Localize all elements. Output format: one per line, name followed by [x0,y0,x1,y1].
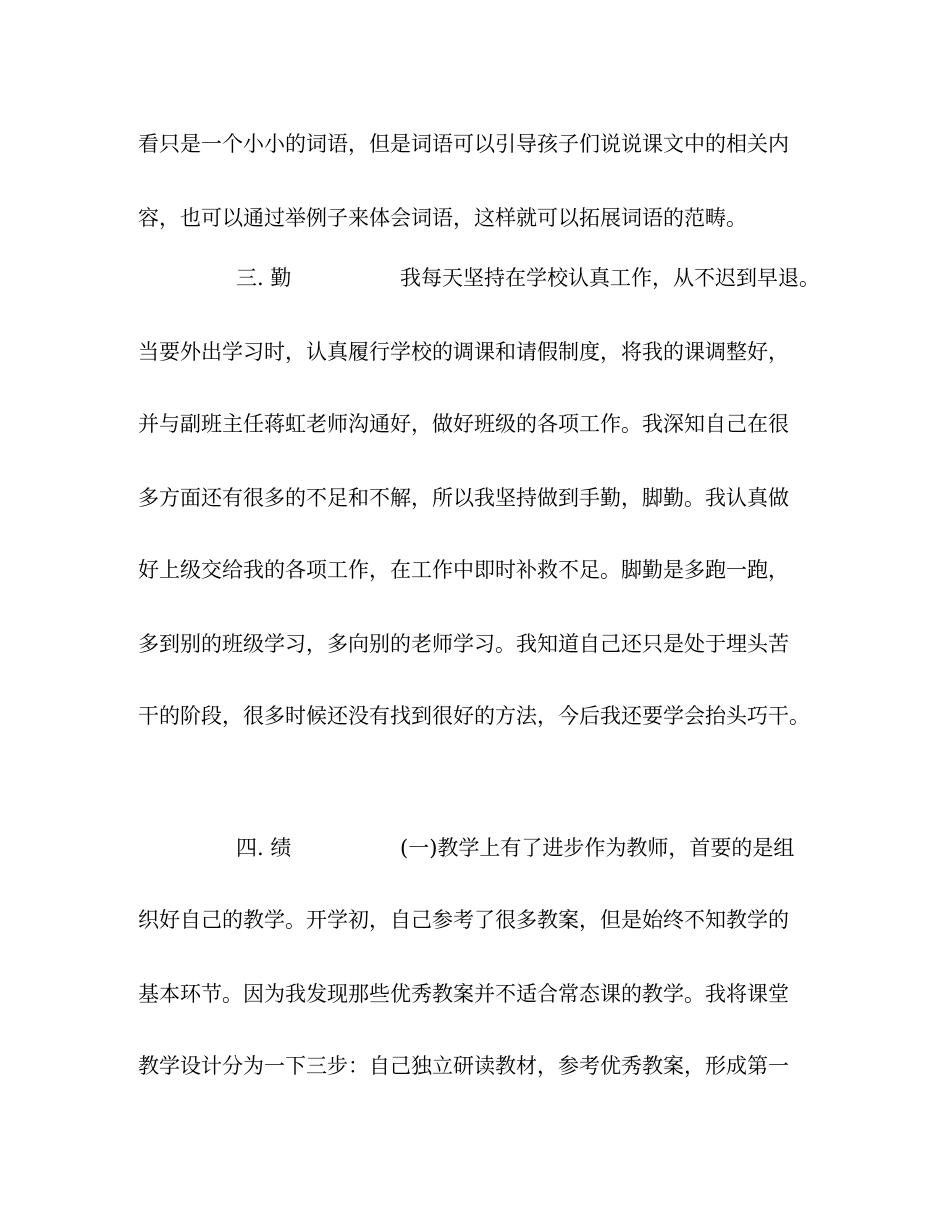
section-first-line: 我每天坚持在学校认真工作，从不迟到早退。 [400,266,820,290]
paragraph-line: 并与副班主任蒋虹老师沟通好，做好班级的各项工作。我深知自己在很 [138,412,789,436]
section-first-line: (一)教学上有了进步作为教师，首要的是组 [400,836,795,860]
paragraph-line: 多到别的班级学习，多向别的老师学习。我知道自己还只是处于埋头苦 [138,632,789,656]
paragraph-line: 好上级交给我的各项工作，在工作中即时补救不足。脚勤是多跑一跑， [138,558,789,582]
paragraph-line: 当要外出学习时，认真履行学校的调课和请假制度，将我的课调整好， [138,340,789,364]
paragraph-line: 织好自己的教学。开学初，自己参考了很多教案，但是始终不知教学的 [138,908,789,932]
paragraph-line: 容，也可以通过举例子来体会词语，这样就可以拓展词语的范畴。 [138,206,747,230]
section-heading-ji: 四. 绩 [236,836,292,860]
section-heading-qin: 三. 勤 [236,266,292,290]
paragraph-line: 干的阶段，很多时候还没有找到很好的方法，今后我还要学会抬头巧干。 [138,704,810,728]
paragraph-line: 教学设计分为一下三步：自己独立研读教材，参考优秀教案，形成第一 [138,1054,789,1078]
paragraph-line: 看只是一个小小的词语，但是词语可以引导孩子们说说课文中的相关内 [138,132,789,156]
paragraph-line: 基本环节。因为我发现那些优秀教案并不适合常态课的教学。我将课堂 [138,982,789,1006]
paragraph-line: 多方面还有很多的不足和不解，所以我坚持做到手勤，脚勤。我认真做 [138,486,789,510]
